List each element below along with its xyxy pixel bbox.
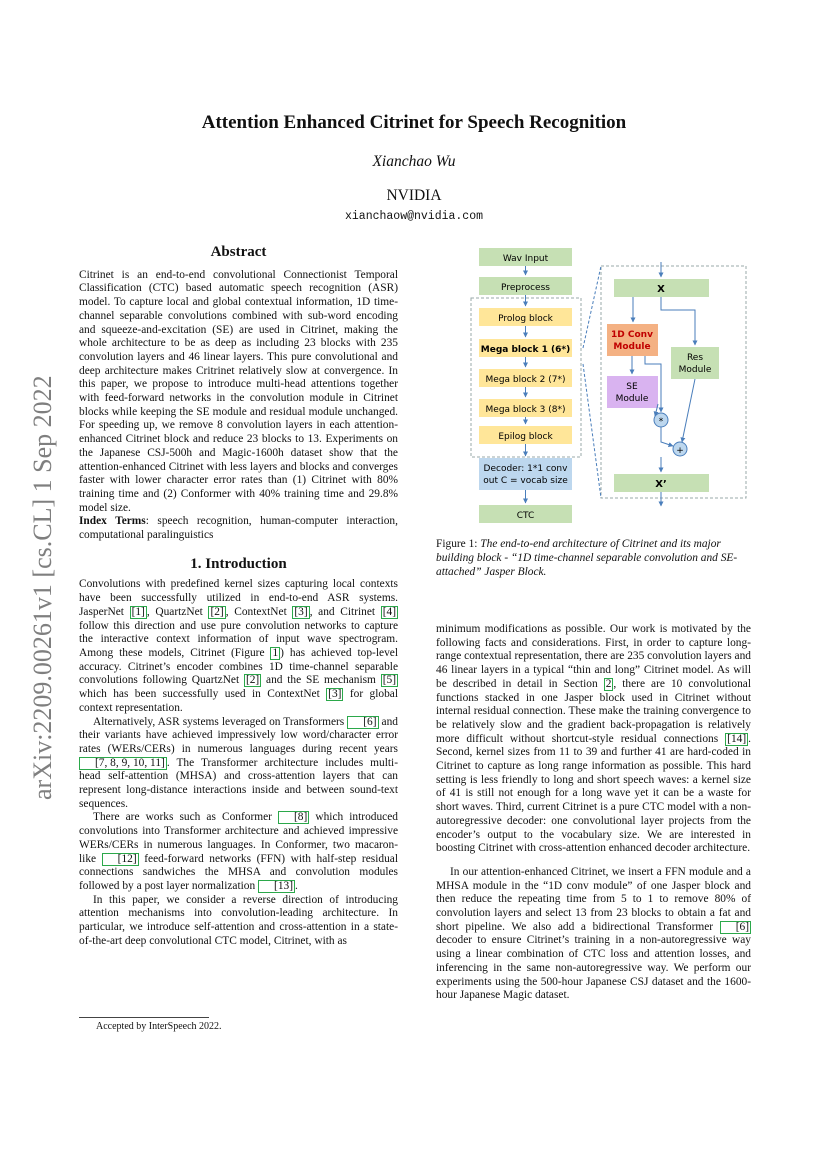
architecture-diagram <box>433 244 763 526</box>
zoom-line-bottom <box>583 364 601 498</box>
index-terms-text: : speech recognition, human-computer interaction, computational paralinguistics <box>79 515 398 542</box>
pipeline-block-label: Mega block 3 (8*) <box>485 405 566 415</box>
pipeline-block-label: Prolog block <box>498 314 553 324</box>
se-module-line-2: Module <box>615 394 649 404</box>
intro-paragraph-1: Convolutions with predefined kernel sizes capturing local contexts have been successfully utilized in end-to-end ASR systems. JasperNet [1] , QuartzNet [2] , ContextNet [3] , and Citrinet [4] follow this direction and use pure convolution networks to capture the interactive context information of input wave spectrogram. Among these models, Citrinet (Figure 1 ) has achieved top-level accuracy. Citrinet’s encoder combines 1D time-channel separable convolutions following QuartzNet [2] and the SE mechanism [5] which has been successfully used in ContextNet [3] for global context representation. <box>79 578 398 714</box>
conv-module-line-1: 1D Conv <box>611 330 653 340</box>
footnote-rule <box>79 1017 209 1018</box>
section-link[interactable]: 2 <box>605 677 612 690</box>
intro-paragraph-3: There are works such as Conformer [8] which introduced convolutions into Transformer architecture and achieved impressive WERs/CERs in numerous languages. In Conformer, two macaron-like [12] feed-forward networks (FFN) with half-step residual connections sandwiches the MHSA and convolution modules followed by a post layer normalization [13] . <box>79 811 398 892</box>
conv-module-line-2: Module <box>613 342 651 352</box>
citation-link[interactable]: [6] <box>720 921 751 934</box>
paper-title: Attention Enhanced Citrinet for Speech Recognition <box>201 112 627 133</box>
pipeline-block-label: Preprocess <box>501 283 550 293</box>
arxiv-sidebar <box>5 120 65 920</box>
x-output-label: X’ <box>655 479 667 490</box>
figure-caption-label: Figure 1: <box>436 538 478 550</box>
pipeline <box>479 248 572 523</box>
citation-link[interactable]: [8] <box>278 811 309 824</box>
abstract-text: Citrinet is an end-to-end convolutional Connectionist Temporal Classification (CTC) based automatic speech recognition (ASR) model. To capture local and global contextual information, 1D time-channel separable convolutions combined with sub-word encoding and squeeze-and-excitation (SE) are used in Citrinet, making the whole architecture to be as deep as including 23 blocks with 235 convolution layers and 46 linear layers. This pure convolutional and deep architecture makes Critrinet relatively slow at convergence. In this paper, we propose to introduce multi-head attentions together with feed-forward networks in the convolution module in Citrinet blocks while keeping the SE module and residual module unchanged. For speeding up, we remove 8 convolution layers in each attention-enhanced Citrinet block and reduce 23 blocks to 13. Experiments on the Japanese CSJ-500h and Magic-1600h dataset show that the attention-enhanced Citrinet with less layers and blocks and converges faster with lower character error rates than (1) Citrinet with 80% training time and (2) Conformer with 40% training time and 29.8% model size. <box>79 268 398 514</box>
figure-caption <box>436 537 754 579</box>
right-column <box>436 623 751 1003</box>
citation-link[interactable]: [1] <box>131 605 145 618</box>
multiply-symbol: * <box>658 417 664 427</box>
citation-link[interactable]: [6] <box>347 716 378 729</box>
citation-link[interactable]: [7, 8, 9, 10, 11] <box>79 757 167 770</box>
arxiv-sidebar-svg <box>5 120 65 920</box>
pipeline-block-label: Wav Input <box>502 254 549 264</box>
abstract-heading: Abstract <box>210 244 267 260</box>
index-terms-label: Index Terms <box>79 515 146 528</box>
se-module-line-1: SE <box>626 382 638 392</box>
citation-link[interactable]: [3] <box>294 605 308 618</box>
footnote: Accepted by InterSpeech 2022. <box>96 1021 222 1032</box>
ctc-label: CTC <box>516 511 535 521</box>
figure-1 <box>433 244 763 526</box>
x-input-label: X <box>657 284 665 295</box>
intro-heading: 1. Introduction <box>190 555 287 572</box>
citation-link[interactable]: [3] <box>328 688 342 701</box>
figure-link[interactable]: 1 <box>272 646 279 659</box>
citation-link[interactable]: [14] <box>727 732 747 745</box>
citation-link[interactable]: [4] <box>382 605 397 618</box>
pipeline-block-label: Mega block 1 (6*) <box>480 345 571 355</box>
right-paragraph-2: In our attention-enhanced Citrinet, we insert a FFN module and a MHSA module in the “1D conv module” of one Jasper block and then reduce the repeating time from 5 to 1 to remove 80% of convolution layers and select 13 from 23 blocks to obtain a fat and short pipeline. We also add a bidirectional Transformer [6] decoder to ensure Citrinet’s training in a non-autoregressive way using a linear combination of CTC loss and attention losses, and inferencing in the same non-autoregressive way. We perform our experiments using the 500-hour Japanese CSJ dataset and the 1600-hour Japanese Magic dataset. <box>436 865 751 1002</box>
figure-caption-text: The end-to-end architecture of Citrinet and its major building block - “1D time-channel separable convolution and SE-attached” Jasper Block. <box>436 538 738 578</box>
citation-link[interactable]: [2] <box>210 605 224 618</box>
pipeline-block-label: Epilog block <box>498 432 553 442</box>
affiliation: NVIDIA <box>386 187 442 204</box>
decoder-label: out C = vocab size <box>483 476 568 486</box>
citation-link[interactable]: [12] <box>102 853 139 866</box>
index-terms <box>79 515 398 542</box>
intro-paragraph-2: Alternatively, ASR systems leveraged on Transformers [6] and their variants have achieved impressively low word/character error rates (WERs/CERs) in numerous languages during recent years [7, 8, 9, 10, 11] . The Transformer architecture includes multi-head self-attention (MHSA) and cross-attention layers that can represent long-distance interactions inside and between sound-text sequences. <box>79 715 398 810</box>
add-symbol: + <box>676 446 684 456</box>
res-module-line-1: Res <box>686 353 704 363</box>
zoom-line-top <box>583 266 601 348</box>
citation-link[interactable]: [5] <box>382 674 396 687</box>
citation-link[interactable]: [2] <box>245 674 260 687</box>
res-module-line-2: Module <box>678 365 712 375</box>
left-column <box>79 246 398 948</box>
author-name: Xianchao Wu <box>372 153 456 170</box>
pipeline-block-label: Mega block 2 (7*) <box>485 375 566 385</box>
arxiv-identifier: arXiv:2209.00261v1 [cs.CL] 1 Sep 2022 <box>28 375 57 800</box>
citation-link[interactable]: [13] <box>258 880 295 893</box>
intro-paragraph-4: In this paper, we consider a reverse direction of introducing attention mechanisms into convolution-leading architecture. In particular, we introduce self-attention and cross-attention in a state-of-the-art deep convolutional CTC model, Citrinet, with as <box>79 893 398 947</box>
decoder-label: Decoder: 1*1 conv <box>483 464 568 474</box>
author-email: xianchaow@nvidia.com <box>344 210 484 223</box>
right-paragraph-1: minimum modifications as possible. Our work is motivated by the following facts and considerations. First, in order to capture long-range contextual representation, there are 235 convolution layers and 46 linear layers in a typical “thin and long” Citrinet model. As will be described in detail in Section 2 , there are 10 convolutional functions stacked in one Jasper block used in Citrinet without internal residual connection. These make the training convergence to be relatively slow and the gradient back-propagation is relatively more difficult without shortcut-style residual connections [14] . Second, kernel sizes from 11 to 39 and further 41 are hard-coded in Citrinet to capture as long range information as possible. This hard setting is less friendly to long and short speech waves: a kernel size of 41 is still not enough for a long wave yet it can be a waste for short waves. Third, current Citrinet is a pure CTC model with a non-autoregressive decoder: one convolutional layer projects from the encoder’s output to the vocabulary size. We are interested in boosting Citrinet with cross-attention enhanced decoder architecture. <box>436 623 752 855</box>
